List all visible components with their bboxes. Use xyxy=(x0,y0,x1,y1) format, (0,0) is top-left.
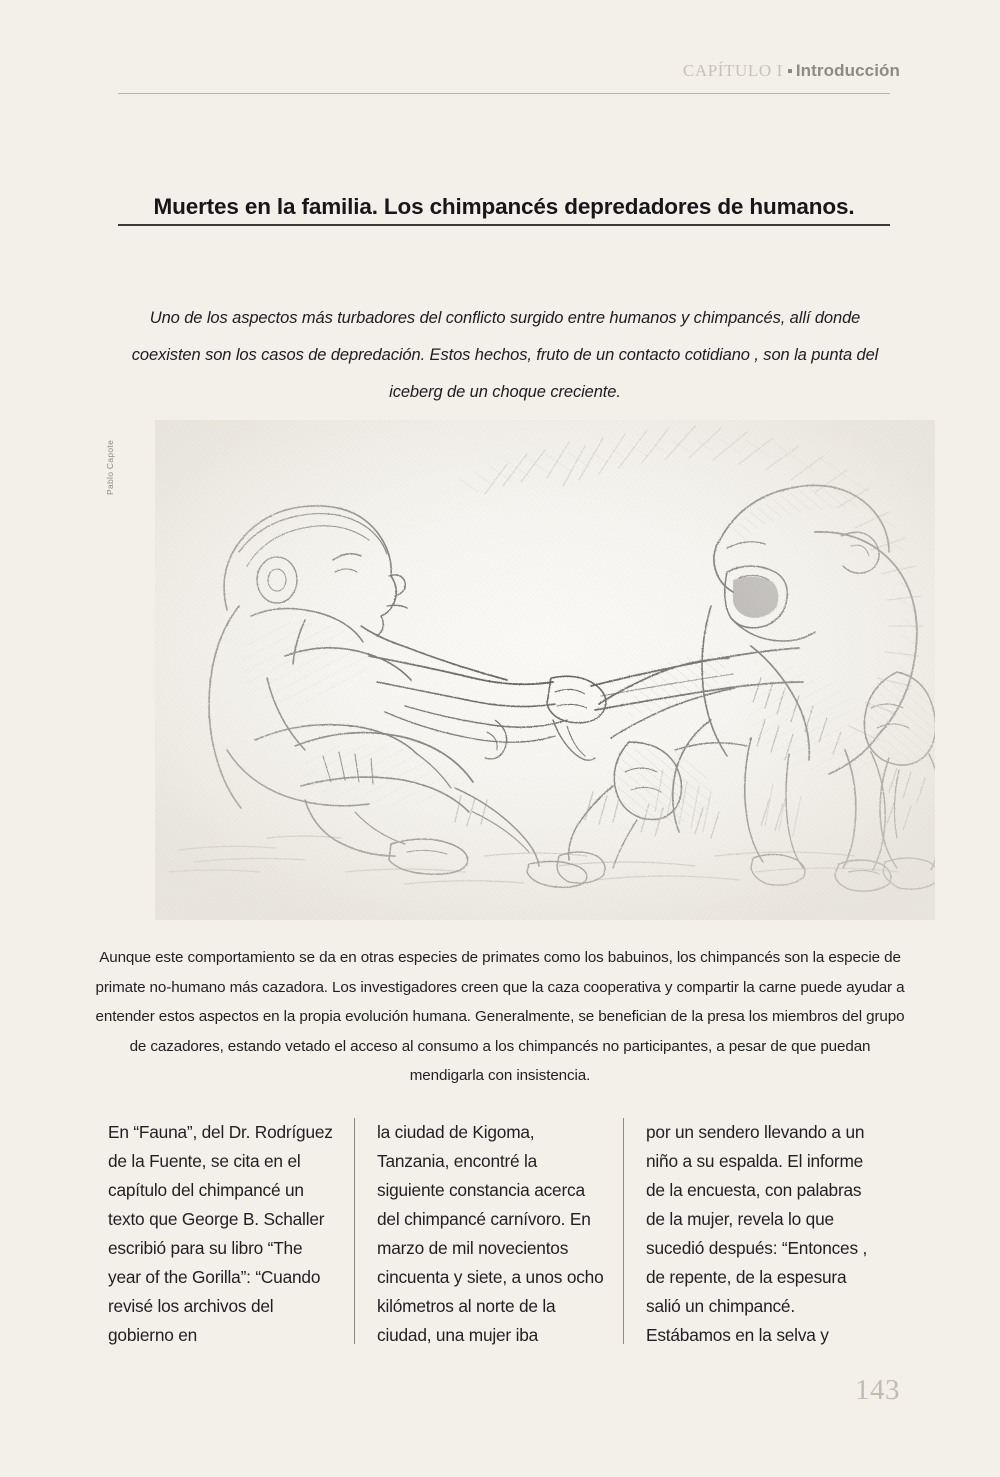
title-rule xyxy=(118,224,890,226)
standfirst-paragraph: Uno de los aspectos más turbadores del conflicto surgido entre humanos y chimpancés, allí donde coexisten son los casos de depredación. Estos hechos, fruto de un contacto cotidiano , son la punta del iceberg de un choque creciente. xyxy=(131,308,879,401)
figure-credit: Pablo Capote xyxy=(105,439,115,495)
page-title: Muertes en la familia. Los chimpancés depredadores de humanos. xyxy=(153,194,855,220)
figure-caption: Aunque este comportamiento se da en otras especies de primates como los babuinos, los chimpancés son la especie de primate no-humano más cazadora. Los investigadores creen que la caza cooperativa y compartir la carne puede ayudar a entender estos aspectos en la propia evolución humana. Generalmente, se benefician de la presa los miembros del grupo de cazadores, estando vetado el acceso al consumo a los chimpancés no participantes, a pesar de que puedan mendigarla con insistencia. xyxy=(95,949,905,1085)
running-header xyxy=(683,62,900,80)
header-rule xyxy=(118,93,890,94)
header-chapter-label: CAPÍTULO I xyxy=(682,61,783,80)
body-columns xyxy=(108,1118,892,1344)
body-column-2: la ciudad de Kigoma, Tanzania, encontré la siguiente constancia acerca del chimpancé carnívoro. En marzo de mil novecientos cincuenta y siete, a unos ocho kilómetros al norte de la ciudad, una mujer iba xyxy=(354,1118,623,1344)
page-number: 143 xyxy=(855,1374,900,1406)
body-column-1: En “Fauna”, del Dr. Rodríguez de la Fuente, se cita en el capítulo del chimpancé un texto que George B. Schaller escribió para su libro “The year of the Gorilla”: “Cuando revisé los archivos del gobierno en xyxy=(108,1122,333,1345)
pencil-sketch-illustration xyxy=(155,420,935,920)
header-section-label: Introducción xyxy=(795,61,900,80)
header-separator-dot-icon xyxy=(788,69,792,73)
illustration-figure xyxy=(155,420,935,920)
body-column-3: por un sendero llevando a un niño a su espalda. El informe de la encuesta, con palabras de la mujer, revela lo que sucedió después: “Entonces , de repente, de la espesura salió un chimpancé. Estábamos en la selva y xyxy=(623,1118,892,1344)
